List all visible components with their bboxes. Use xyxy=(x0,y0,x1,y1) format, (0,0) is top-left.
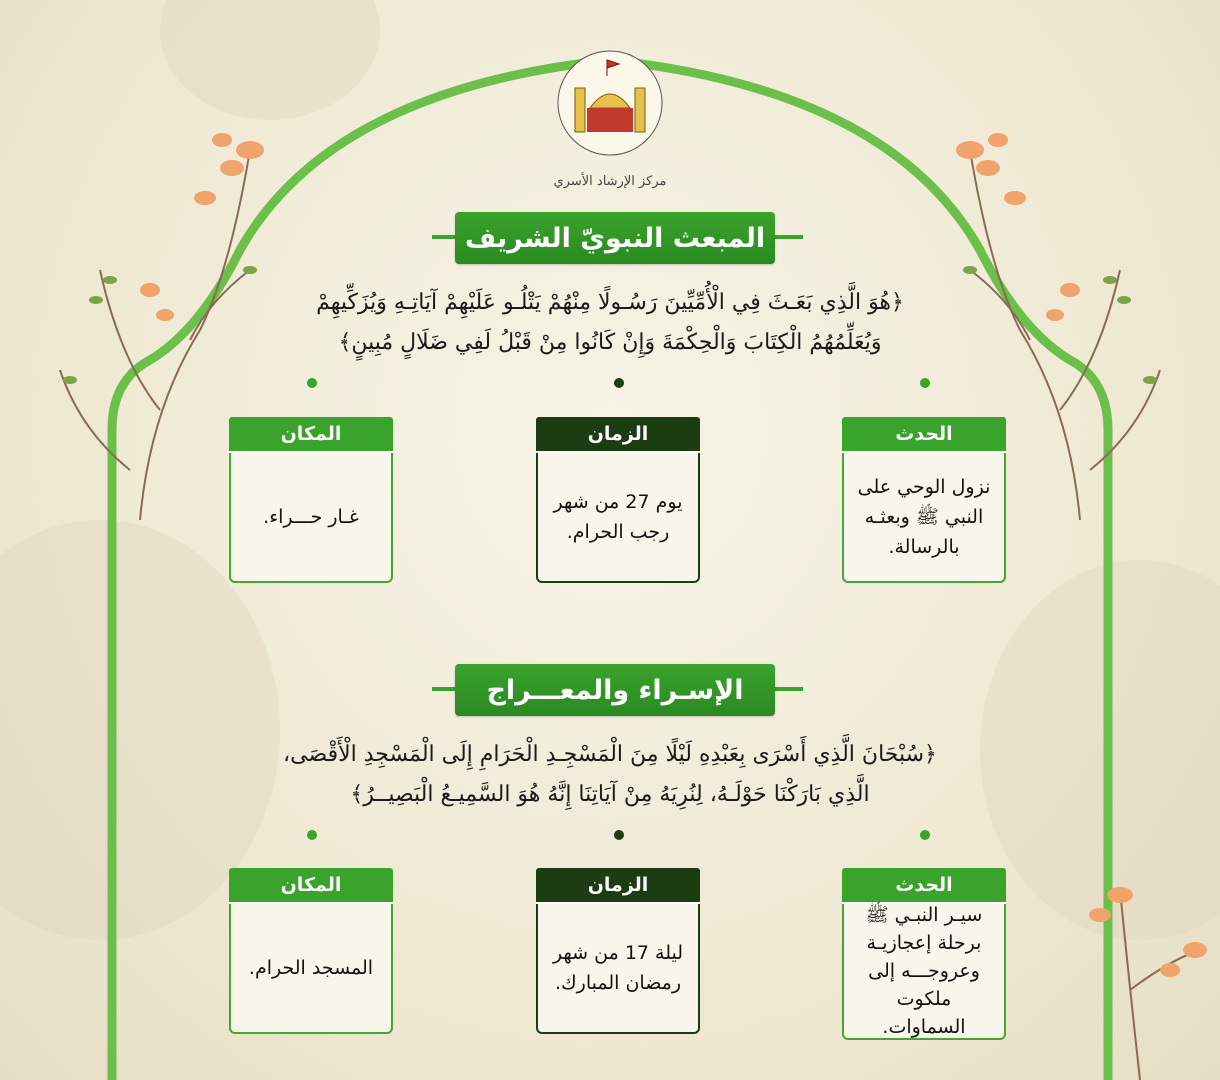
card-text: نزول الوحي على النبي ﷺ وبعثـه بالرسالة. xyxy=(857,476,991,558)
card-event xyxy=(842,868,1006,1040)
card-event xyxy=(842,417,1006,583)
section-title-israa: الإسـراء والمعـــراج xyxy=(455,664,775,716)
verse-line: وَيُعَلِّمُهُمُ الْكِتَابَ وَالْحِكْمَةَ وَإِنْ كَانُوا مِنْ قَبْلُ لَفِي ضَلَالٍ مُبِينٍ﴾ xyxy=(338,330,882,355)
verse-israa xyxy=(180,735,1040,815)
timeline-dot xyxy=(614,378,624,388)
banner-line-right xyxy=(775,687,803,691)
card-text: غـار حـــراء. xyxy=(263,506,359,528)
card-place xyxy=(229,417,393,583)
verse-line: ﴿سُبْحَانَ الَّذِي أَسْرَى بِعَبْدِهِ لَيْلًا مِنَ الْمَسْجِـدِ الْحَرَامِ إِلَى الْمَسْجِدِ الْأَقْصَى، xyxy=(283,742,937,767)
timeline-dot xyxy=(920,378,930,388)
card-place xyxy=(229,868,393,1034)
card-header: الزمان xyxy=(536,868,700,904)
card-time xyxy=(536,417,700,583)
card-header: المكان xyxy=(229,868,393,904)
section-title-mabath: المبعث النبويّ الشريف xyxy=(455,212,775,264)
verse-mabath xyxy=(180,283,1040,363)
card-header: الحدث xyxy=(842,868,1006,904)
timeline-dot xyxy=(614,830,624,840)
logo-subtitle: مركز الإرشاد الأسري xyxy=(553,174,667,189)
banner-line-right xyxy=(775,235,803,239)
card-text: سيـر النبـي ﷺ برحلة إعجازيـة وعروجـــه إلى ملكوت السماوات. xyxy=(865,904,983,1038)
card-text: ليلة 17 من شهر رمضان المبارك. xyxy=(552,942,684,994)
timeline-dot xyxy=(307,378,317,388)
card-header: الزمان xyxy=(536,417,700,453)
timeline-dot xyxy=(920,830,930,840)
organization-logo xyxy=(545,38,675,168)
card-header: الحدث xyxy=(842,417,1006,453)
card-time xyxy=(536,868,700,1034)
card-text: يوم 27 من شهر رجب الحرام. xyxy=(553,491,683,543)
flower-cluster-bottom-right xyxy=(1060,870,1220,1080)
timeline-dot xyxy=(307,830,317,840)
card-header: المكان xyxy=(229,417,393,453)
card-text: المسجد الحرام. xyxy=(248,957,374,979)
verse-line: ﴿هُوَ الَّذِي بَعَـثَ فِي الْأُمِّيِّينَ رَسُـولًا مِنْهُمْ يَتْلُـو عَلَيْهِمْ آيَاتِـهِ وَيُزَكِّيهِمْ xyxy=(316,290,904,315)
verse-line: الَّذِي بَارَكْنَا حَوْلَـهُ، لِنُرِيَهُ مِنْ آيَاتِنَا إِنَّهُ هُوَ السَّمِيـعُ الْبَصِيــرُ﴾ xyxy=(350,782,870,807)
